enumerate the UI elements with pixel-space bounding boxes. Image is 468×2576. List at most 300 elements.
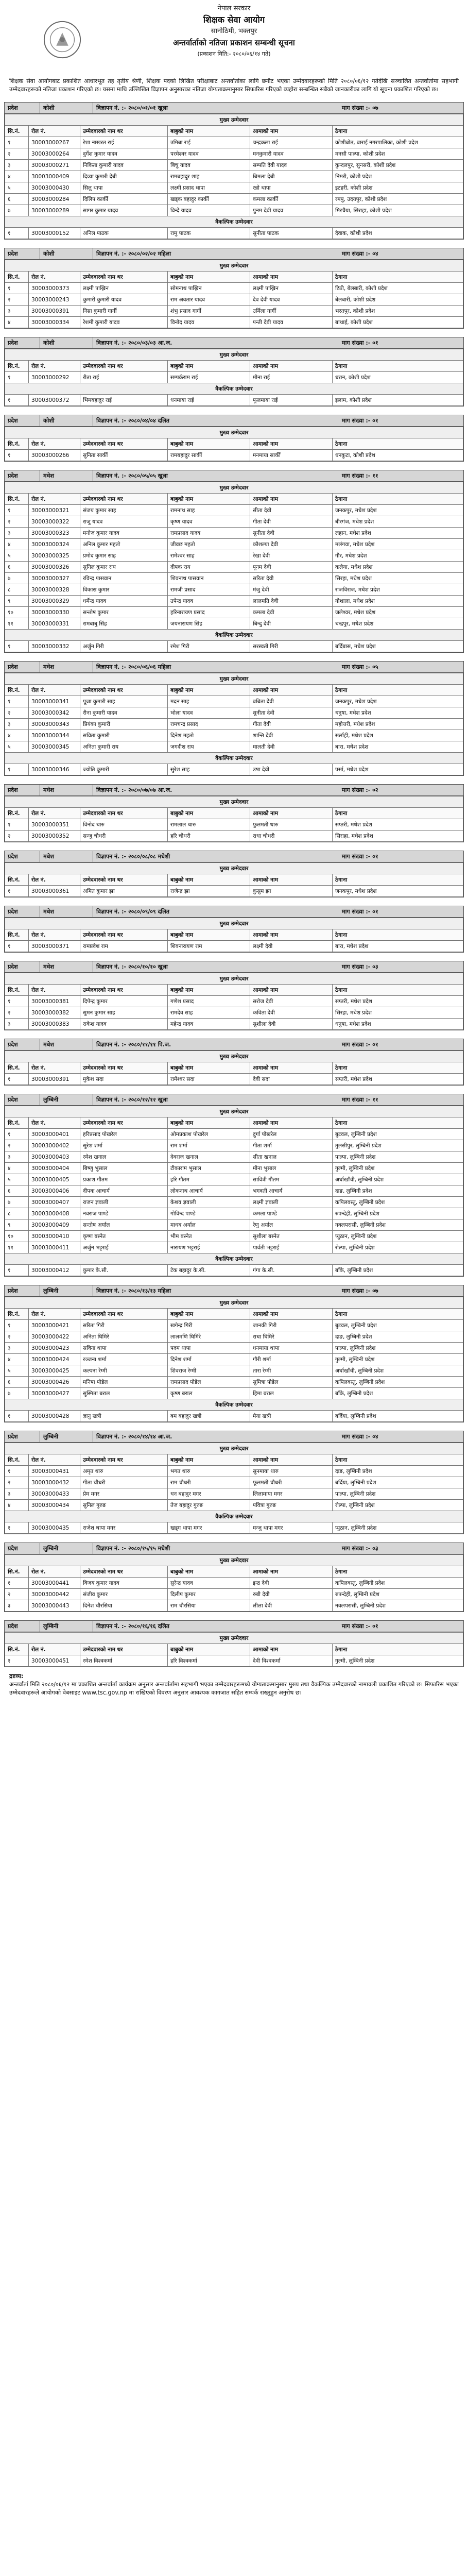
pradesh-label: प्रदेश <box>5 785 40 795</box>
table-cell: राजविराज, मधेश प्रदेश <box>333 584 463 596</box>
table-row <box>5 550 463 562</box>
table-cell: मीना राई <box>250 372 333 383</box>
table-row <box>5 148 463 160</box>
table-cell: 30003000412 <box>29 1265 80 1276</box>
demand-count: माग संख्या :- ०५ <box>342 664 378 670</box>
table-cell: 30003000371 <box>29 941 80 952</box>
table-cell: तेज बहादुर गुरुङ <box>168 1500 250 1511</box>
table-row <box>5 1185 463 1197</box>
table-cell: 30003000391 <box>29 1074 80 1085</box>
table-cell: दीपक राय <box>168 562 250 573</box>
table-cell: 30003000152 <box>29 228 80 239</box>
table-cell: राकेश यादव <box>80 1019 168 1030</box>
subheading: मुख्य उम्मेदवार <box>5 1297 463 1309</box>
table-cell: गौरी शर्मा <box>250 1354 333 1365</box>
pradesh-label: प्रदेश <box>5 1621 40 1632</box>
table-cell: निकिता कुमारी यादव <box>80 160 168 171</box>
table-cell: सुमन कुमार साह <box>80 1007 168 1019</box>
table-row <box>5 996 463 1007</box>
table-row <box>5 1151 463 1163</box>
table-cell: बारा, मधेश प्रदेश <box>333 741 463 753</box>
demand-count: माग संख्या :- ११ <box>342 472 378 479</box>
table-cell: 30003000406 <box>29 1185 80 1197</box>
table-cell: पाल्पा, लुम्बिनी प्रदेश <box>333 1343 463 1354</box>
result-table <box>5 918 463 952</box>
table-cell: 30003000267 <box>29 137 80 148</box>
table-cell: कुन्दलपुर, सुनसरी, कोशी प्रदेश <box>333 160 463 171</box>
subheading: मुख्य उम्मेदवार <box>5 1051 463 1062</box>
table-cell: बाथाई, कोशी प्रदेश <box>333 317 463 328</box>
table-cell: ३ <box>5 1019 29 1030</box>
table-cell: रन्नो थापा <box>250 182 333 194</box>
table-cell: महेन्द्र यादव <box>168 1019 250 1030</box>
table-row <box>5 741 463 753</box>
column-header: आमाको नाम <box>250 1062 333 1074</box>
commission-name: शिक्षक सेवा आयोग <box>203 15 265 25</box>
column-header: बाबुको नाम <box>168 685 250 696</box>
table-cell: अमित कुमार झा <box>80 886 168 897</box>
column-header: आमाको नाम <box>250 874 333 886</box>
table-cell: 30003000424 <box>29 1354 80 1365</box>
table-cell: 30003000373 <box>29 283 80 294</box>
pradesh-label: प्रदेश <box>5 103 40 113</box>
pradesh-label: प्रदेश <box>5 1039 40 1050</box>
pradesh-label: प्रदेश <box>5 1285 40 1296</box>
header-row <box>5 1309 463 1320</box>
table-cell: गंगा के.सी. <box>250 1265 333 1276</box>
vigyapan-number: विज्ञापन नं. :- २०८०/१३/१३ महिला <box>96 1287 171 1294</box>
table-cell: सुनिता सार्की <box>80 450 168 461</box>
table-row <box>5 1320 463 1331</box>
table-cell: राधा चौधरी <box>250 831 333 842</box>
demand-count: माग संख्या :- ०१ <box>342 1041 378 1048</box>
table-cell: शंभु प्रसाद गार्गी <box>168 306 250 317</box>
section-band <box>5 470 463 482</box>
subheading-row <box>5 1633 463 1644</box>
table-cell: 30003000401 <box>29 1129 80 1140</box>
table-cell: मनसी पाल्पा, कोशी प्रदेश <box>333 148 463 160</box>
section-gap <box>0 406 468 415</box>
table-cell: रमेश विश्वकर्मा <box>80 1655 168 1667</box>
subheading: मुख्य उम्मेदवार <box>5 1633 463 1644</box>
table-cell: खगेन्द्र गिरी <box>168 1320 250 1331</box>
table-cell: ८ <box>5 1208 29 1219</box>
header-row <box>5 361 463 372</box>
pradesh-label: प्रदेश <box>5 1094 40 1105</box>
table-cell: राम चौधरी <box>168 1477 250 1488</box>
subheading: मुख्य उम्मेदवार <box>5 1106 463 1117</box>
subheading: मुख्य उम्मेदवार <box>5 427 463 438</box>
table-row <box>5 294 463 306</box>
subheading-row <box>5 349 463 361</box>
column-header: बाबुको नाम <box>168 985 250 996</box>
vigyapan-number: विज्ञापन नं. :- २०८०/०८/०८ मधेशी <box>96 853 170 860</box>
table-row <box>5 1343 463 1354</box>
table-cell: सन्तोष कुमार <box>80 607 168 618</box>
subheading: मुख्य उम्मेदवार <box>5 1443 463 1454</box>
table-cell: खड्ग थापा मगर <box>168 1522 250 1534</box>
table-cell: 30003000284 <box>29 194 80 205</box>
column-header: रोल नं. <box>29 494 80 505</box>
table-cell: कलैया, मधेश प्रदेश <box>333 562 463 573</box>
table-row <box>5 182 463 194</box>
table-cell: चन्द्रकला राई <box>250 137 333 148</box>
vigyapan-number: विज्ञापन नं. :- २०८०/०३/०३ आ.ज. <box>96 340 172 346</box>
table-row <box>5 1231 463 1242</box>
table-cell: ४ <box>5 539 29 550</box>
note-text: अन्तर्वार्ता मिति २०८०/०६/१२ मा प्रकाशित अन्तर्वार्ता कार्यक्रम अनुसार अन्तर्वार्तामा सहभागी भएका उम्मेदवारहरूमध्ये योग्यताक्रमानुसार मुख्य तथा वैकल्पिक उम्मेदवारको नामावली प्रकाशित गरिएको छ। सिफारिस भएका उम्मेदवारहरूले आयोगको वेबसाइट www.tsc.gov.np मा राखिएको विवरण अनुसार आवश्यक कागजात सहित सम्पर्क राख्नुहुन अनुरोध छ। <box>9 1681 459 1696</box>
table-cell: ज्ञानु खत्री <box>80 1411 168 1422</box>
section-band <box>5 337 463 349</box>
table-row <box>5 730 463 741</box>
table-cell: २ <box>5 1007 29 1019</box>
table-cell: भरतपुर, कोशी प्रदेश <box>333 306 463 317</box>
table-cell: 30003000402 <box>29 1140 80 1151</box>
table-cell: कृष्ण बराल <box>168 1388 250 1399</box>
table-cell: रामलाल थारु <box>168 819 250 831</box>
table-cell: ९ <box>5 1219 29 1231</box>
table-cell: १ <box>5 372 29 383</box>
table-cell: लोकनाथ आचार्य <box>168 1185 250 1197</box>
table-row <box>5 1140 463 1151</box>
table-cell: ओमप्रकाश पोखरेल <box>168 1129 250 1140</box>
subheading: वैकल्पिक उम्मेदवार <box>5 630 463 641</box>
section-gap <box>0 1277 468 1285</box>
table-cell: मनकुमारी यादव <box>250 148 333 160</box>
table-row <box>5 1019 463 1030</box>
column-header: रोल नं. <box>29 985 80 996</box>
column-header: रोल नं. <box>29 272 80 283</box>
table-cell: रेणु अर्याल <box>250 1219 333 1231</box>
table-cell: लक्ष्मी पाख्रिन <box>250 283 333 294</box>
table-cell: जयनारायण सिंह <box>168 618 250 630</box>
column-header: उम्मेदवारको नाम थर <box>80 272 168 283</box>
result-block <box>4 1543 464 1612</box>
table-cell: सप्तरी, मधेश प्रदेश <box>333 996 463 1007</box>
demand-count: माग संख्या :- ०२ <box>342 787 378 793</box>
table-cell: उपेन्द्र यादव <box>168 596 250 607</box>
table-cell: 30003000426 <box>29 1377 80 1388</box>
table-cell: अर्जुन गिरी <box>80 641 168 652</box>
table-cell: 30003000428 <box>29 1411 80 1422</box>
table-cell: 30003000351 <box>29 819 80 831</box>
pradesh-label: प्रदेश <box>5 415 40 426</box>
subheading-row <box>5 753 463 764</box>
table-cell: दिनेश महतो <box>168 730 250 741</box>
table-cell: गीता देवी <box>250 719 333 730</box>
table-cell: सुशीला देवी <box>250 1019 333 1030</box>
subheading: वैकल्पिक उम्मेदवार <box>5 1399 463 1411</box>
pradesh-label: प्रदेश <box>5 1431 40 1442</box>
table-cell: रीता राई <box>80 372 168 383</box>
table-cell: १ <box>5 228 29 239</box>
table-cell: २ <box>5 831 29 842</box>
table-cell: बबिता देवी <box>250 696 333 707</box>
column-header: सि.नं. <box>5 126 29 137</box>
table-cell: उषा देवी <box>250 764 333 775</box>
demand-count: माग संख्या :- ०१ <box>342 417 378 424</box>
table-cell: गुल्मी, लुम्बिनी प्रदेश <box>333 1163 463 1174</box>
table-cell: 30003000403 <box>29 1151 80 1163</box>
table-cell: मिरचैया, सिराहा, कोशी प्रदेश <box>333 205 463 216</box>
column-header: आमाको नाम <box>250 1454 333 1466</box>
table-cell: प्रमोद कुमार साह <box>80 550 168 562</box>
table-cell: १ <box>5 137 29 148</box>
table-row <box>5 618 463 630</box>
table-cell: जनकपुर, मधेश प्रदेश <box>333 696 463 707</box>
table-cell: अनिता घिमिरे <box>80 1331 168 1343</box>
subheading-row <box>5 114 463 126</box>
table-cell: कपिलवस्तु, लुम्बिनी प्रदेश <box>333 1197 463 1208</box>
result-block <box>4 415 464 462</box>
table-cell: १ <box>5 1655 29 1667</box>
table-cell: रामबहादुर सार्की <box>168 450 250 461</box>
note-block <box>9 1672 459 1697</box>
column-header: बाबुको नाम <box>168 1309 250 1320</box>
subheading-row <box>5 918 463 929</box>
table-row <box>5 1655 463 1667</box>
subheading-row <box>5 1106 463 1117</box>
section-gap <box>0 240 468 248</box>
result-table <box>5 796 463 842</box>
table-cell: सीता देवी <box>250 505 333 516</box>
table-row <box>5 539 463 550</box>
table-cell: ४ <box>5 1500 29 1511</box>
table-cell: टेक बहादुर के.सी. <box>168 1265 250 1276</box>
table-cell: 30003000443 <box>29 1600 80 1612</box>
column-header: रोल नं. <box>29 1309 80 1320</box>
subheading-row <box>5 1555 463 1566</box>
table-cell: मैया खत्री <box>250 1411 333 1422</box>
table-cell: 30003000381 <box>29 996 80 1007</box>
demand-count: माग संख्या :- ०१ <box>342 1623 378 1630</box>
table-cell: जलेश्वर, मधेश प्रदेश <box>333 607 463 618</box>
header-row <box>5 929 463 941</box>
section-gap <box>0 842 468 851</box>
column-header: सि.नं. <box>5 1644 29 1655</box>
column-header: उम्मेदवारको नाम थर <box>80 985 168 996</box>
pradesh-name: लुम्बिनी <box>40 1543 93 1554</box>
pradesh-name: मधेश <box>40 470 93 481</box>
table-row <box>5 228 463 239</box>
table-cell: मलंगवा, मधेश प्रदेश <box>333 539 463 550</box>
table-cell: सुरेश साह <box>168 764 250 775</box>
table-cell: रामप्रसाद यादव <box>168 528 250 539</box>
table-cell: 30003000326 <box>29 562 80 573</box>
table-cell: 30003000289 <box>29 205 80 216</box>
subheading-row <box>5 1443 463 1454</box>
result-table <box>5 260 463 328</box>
table-cell: लक्ष्मी ज्ञवाली <box>250 1197 333 1208</box>
table-cell: रामप्रवेश राम <box>80 941 168 952</box>
table-cell: सुमित्रा पौडेल <box>250 1377 333 1388</box>
section-band <box>5 1285 463 1297</box>
vigyapan-number: विज्ञापन नं. :- २०८०/०७/०७ आ.ज. <box>96 787 172 793</box>
subheading-row <box>5 216 463 228</box>
subheading: मुख्य उम्मेदवार <box>5 918 463 929</box>
section-gap <box>0 897 468 906</box>
table-cell: दिलिप कार्की <box>80 194 168 205</box>
table-cell: 30003000323 <box>29 528 80 539</box>
column-header: उम्मेदवारको नाम थर <box>80 1454 168 1466</box>
table-cell: बर्दिया, लुम्बिनी प्रदेश <box>333 1477 463 1488</box>
column-header: रोल नं. <box>29 808 80 819</box>
header-row <box>5 494 463 505</box>
table-cell: भगत थारु <box>168 1466 250 1477</box>
subheading: मुख्य उम्मेदवार <box>5 260 463 272</box>
table-cell: धर्मेन्द्र यादव <box>80 596 168 607</box>
table-cell: लक्ष्मी प्रसाद थापा <box>168 182 250 194</box>
table-cell: सरिता गिरी <box>80 1320 168 1331</box>
section-gap <box>0 653 468 661</box>
gov-name: नेपाल सरकार <box>217 5 251 12</box>
table-cell: कमला कार्की <box>250 194 333 205</box>
table-cell: २ <box>5 1589 29 1600</box>
table-row <box>5 1163 463 1174</box>
commission-address: सानोठिमी, भक्तपुर <box>211 27 257 35</box>
column-header: आमाको नाम <box>250 272 333 283</box>
column-header: आमाको नाम <box>250 1309 333 1320</box>
column-header: ठेगाना <box>333 126 463 137</box>
table-cell: मन्जु थापा मगर <box>250 1522 333 1534</box>
table-row <box>5 1242 463 1253</box>
demand-count: माग संख्या :- ०४ <box>342 1433 378 1440</box>
pradesh-label: प्रदेश <box>5 906 40 917</box>
table-cell: 30003000442 <box>29 1589 80 1600</box>
subheading-row <box>5 1399 463 1411</box>
table-cell: 30003000327 <box>29 573 80 584</box>
table-cell: फुलमती थारु <box>250 819 333 831</box>
table-cell: कौशल्या देवी <box>250 539 333 550</box>
column-header: आमाको नाम <box>250 438 333 450</box>
table-cell: तुलसीपुर, लुम्बिनी प्रदेश <box>333 1140 463 1151</box>
table-cell: ७ <box>5 1388 29 1399</box>
result-block <box>4 1620 464 1667</box>
column-header: रोल नं. <box>29 126 80 137</box>
table-cell: धनुषा, मधेश प्रदेश <box>333 707 463 719</box>
pradesh-label: प्रदेश <box>5 1543 40 1554</box>
subheading: वैकल्पिक उम्मेदवार <box>5 216 463 228</box>
section-gap <box>0 1534 468 1543</box>
table-cell: सविता कुमारी <box>80 730 168 741</box>
table-cell: 30003000330 <box>29 607 80 618</box>
table-row <box>5 171 463 182</box>
table-cell: धनमाया राई <box>168 395 250 406</box>
result-table <box>5 114 463 239</box>
table-cell: रामनाथ साह <box>168 505 250 516</box>
column-header: ठेगाना <box>333 874 463 886</box>
table-cell: ३ <box>5 1151 29 1163</box>
table-cell: लक्ष्मी पाख्रिन <box>80 283 168 294</box>
table-cell: रोल्पा, लुम्बिनी प्रदेश <box>333 1500 463 1511</box>
table-row <box>5 1265 463 1276</box>
column-header: सि.नं. <box>5 272 29 283</box>
table-cell: नारायण भट्टराई <box>168 1242 250 1253</box>
column-header: बाबुको नाम <box>168 874 250 886</box>
table-cell: राजु यादव <box>80 516 168 528</box>
table-row <box>5 516 463 528</box>
table-cell: रामेश्वर साह <box>168 550 250 562</box>
table-cell: चन्द्रपुर, मधेश प्रदेश <box>333 618 463 630</box>
table-cell: विनोद यादव <box>168 317 250 328</box>
table-cell: 30003000345 <box>29 741 80 753</box>
table-cell: सम्पर्कराम राई <box>168 372 250 383</box>
subheading: वैकल्पिक उम्मेदवार <box>5 383 463 395</box>
column-header: सि.नं. <box>5 438 29 450</box>
pradesh-label: प्रदेश <box>5 470 40 481</box>
table-cell: १ <box>5 1129 29 1140</box>
vigyapan-number: विज्ञापन नं. :- २०८०/१२/१२ खुला <box>96 1096 168 1103</box>
table-cell: ५ <box>5 1174 29 1185</box>
table-row <box>5 1411 463 1422</box>
table-cell: अनिल कुमार महतो <box>80 539 168 550</box>
table-cell: 30003000432 <box>29 1477 80 1488</box>
column-header: ठेगाना <box>333 1062 463 1074</box>
table-cell: हरि चौधरी <box>168 831 250 842</box>
pradesh-name: लुम्बिनी <box>40 1431 93 1442</box>
column-header: उम्मेदवारको नाम थर <box>80 685 168 696</box>
table-cell: ३ <box>5 306 29 317</box>
table-cell: दुर्गा पोखरेल <box>250 1129 333 1140</box>
table-cell: रुपन्देही, लुम्बिनी प्रदेश <box>333 1589 463 1600</box>
result-block <box>4 1039 464 1086</box>
table-cell: दिव्या कुमारी देबी <box>80 171 168 182</box>
table-cell: देव देवी यादव <box>250 294 333 306</box>
table-cell: 30003000441 <box>29 1578 80 1589</box>
table-row <box>5 1174 463 1185</box>
table-row <box>5 1589 463 1600</box>
table-row <box>5 283 463 294</box>
column-header: उम्मेदवारको नाम थर <box>80 808 168 819</box>
result-block <box>4 906 464 953</box>
column-header: बाबुको नाम <box>168 808 250 819</box>
table-cell: हरिप्रसाद पोखरेल <box>80 1129 168 1140</box>
subheading-row <box>5 1511 463 1522</box>
table-row <box>5 696 463 707</box>
pradesh-name: मधेश <box>40 1039 93 1050</box>
subheading-row <box>5 863 463 874</box>
table-cell: राजन ज्ञवाली <box>80 1197 168 1208</box>
table-cell: 30003000264 <box>29 148 80 160</box>
column-header: सि.नं. <box>5 1566 29 1578</box>
table-cell: सरिता देवी <box>250 573 333 584</box>
table-cell: १० <box>5 607 29 618</box>
table-cell: 30003000325 <box>29 550 80 562</box>
table-row <box>5 764 463 775</box>
table-cell: मीना भुसाल <box>250 1163 333 1174</box>
table-cell: जानकी गिरी <box>250 1320 333 1331</box>
table-row <box>5 1477 463 1488</box>
intro-paragraph: शिक्षक सेवा आयोगबाट प्रकाशित आधारभूत तह तृतीय श्रेणी, शिक्षक पदको लिखित परीक्षाबाट अन्तर्वार्ताका लागि छनौट भएका उम्मेदवारहरूको मिति २०८०/०६/१२ गतेदेखि सञ्चालित अन्तर्वार्तामा सहभागी उम्मेदवारहरूको नतिजा प्रकाशन गरिएको छ। यसमा माथि उल्लिखित विज्ञापन अनुसारका नतिजा योग्यताक्रमानुसार सिफारिस गरिएको व्यहोरा सम्बन्धित सबैको जानकारीका लागि यो सूचना प्रकाशित गरिएको छ। <box>9 78 459 93</box>
column-header: उम्मेदवारको नाम थर <box>80 874 168 886</box>
table-cell: बिचु यादव <box>168 160 250 171</box>
section-band <box>5 415 463 427</box>
column-header: सि.नं. <box>5 1309 29 1320</box>
column-header: बाबुको नाम <box>168 272 250 283</box>
pradesh-name: कोशी <box>40 248 93 259</box>
result-block <box>4 1285 464 1422</box>
section-band <box>5 961 463 973</box>
column-header: आमाको नाम <box>250 985 333 996</box>
column-header: उम्मेदवारको नाम थर <box>80 1062 168 1074</box>
table-cell: सुनीता पाठक <box>250 228 333 239</box>
column-header: ठेगाना <box>333 685 463 696</box>
table-cell: सुरेश शर्मा <box>80 1140 168 1151</box>
table-cell: १ <box>5 1320 29 1331</box>
table-cell: देवाक, कोशी प्रदेश <box>333 228 463 239</box>
table-cell: हरि गौतम <box>168 1174 250 1185</box>
table-cell: सन्जु चौधरी <box>80 831 168 842</box>
